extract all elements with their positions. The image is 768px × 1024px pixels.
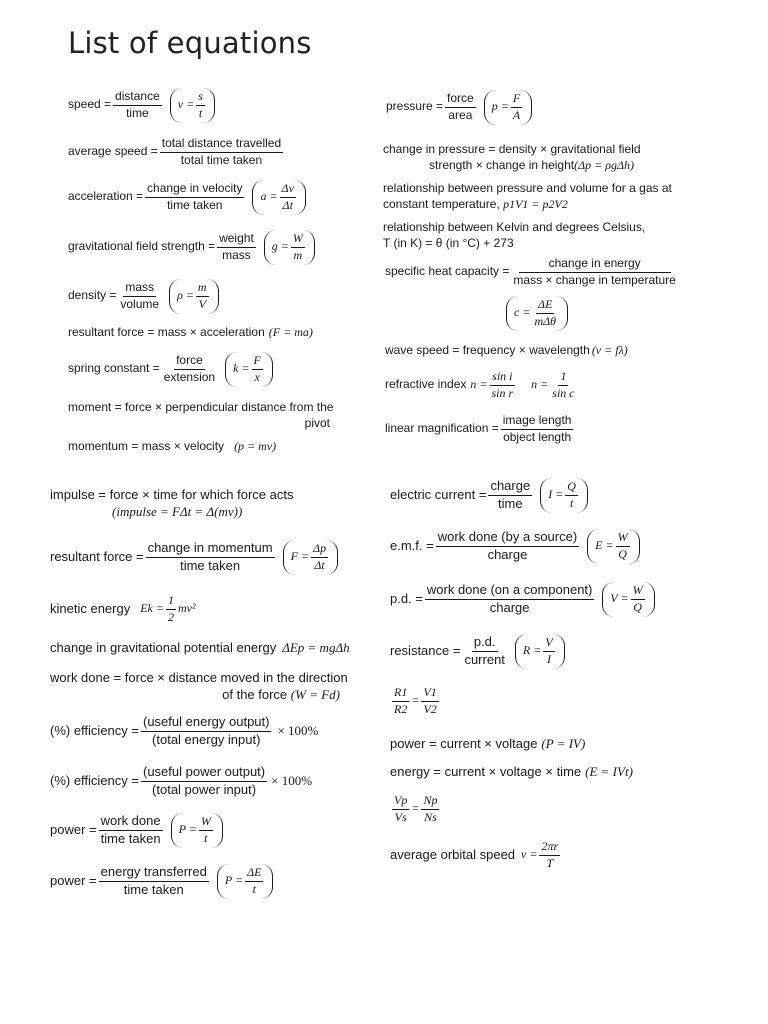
symbolic-form: ρ = $\frac{m}{V}$ bbox=[169, 279, 219, 314]
equation-resistor-ratio: $\frac{R1}{R2}$ = $\frac{V1}{V2}$ bbox=[394, 685, 437, 716]
equation-acceleration: acceleration = $\frac{\text{change in velocity}}{\text{time taken}}$ a = $\frac{\Delta v}{\Delta t}$ bbox=[68, 180, 306, 215]
fraction: $\frac{\text{work done (by a source)}}{\text{charge}}$ bbox=[437, 528, 578, 562]
symbolic-form: g = $\frac{W}{m}$ bbox=[264, 230, 315, 265]
equation-speed bbox=[68, 88, 215, 123]
equation-kelvin-celsius: relationship between Kelvin and degrees Celsius, T (in K) = θ (in °C) + 273 bbox=[383, 220, 646, 250]
equation-kinetic-energy: kinetic energy Ek = $\frac{1}{2}$ mv² bbox=[50, 593, 196, 624]
symbolic-form: I = $\frac{Q}{t}$ bbox=[540, 478, 588, 513]
symbolic-form: v = $\frac{s}{t}$ bbox=[170, 88, 215, 123]
fraction: $\frac{Np}{Ns}$ bbox=[423, 793, 438, 824]
equation-transformer: $\frac{Vp}{Vs}$ = $\frac{Np}{Ns}$ bbox=[394, 793, 438, 824]
fraction: $\frac{\text{force}}{\text{extension}}$ bbox=[163, 353, 216, 384]
fraction: $\frac{\text{work done}}{\text{time taken}}$ bbox=[100, 812, 161, 846]
fraction: $\frac{\text{(useful energy output)}}{\text{(total energy input)}}$ bbox=[143, 714, 270, 747]
equation-pressure: pressure = $\frac{\text{force}}{\text{area}}$ p = $\frac{F}{A}$ bbox=[386, 90, 532, 125]
equation-efficiency-power: (%) efficiency = $\frac{\text{(useful power output)}}{\text{(total power input)}}$ × 100% bbox=[50, 764, 313, 797]
equation-resultant-force-momentum: resultant force = $\frac{\text{change in momentum}}{\text{time taken}}$ F = $\frac{\Delta p}{\Delta t}$ bbox=[50, 540, 338, 575]
symbolic-form: R = $\frac{V}{I}$ bbox=[515, 634, 565, 669]
equation-electric-current: electric current = $\frac{\text{charge}}{\text{time}}$ I = $\frac{Q}{t}$ bbox=[390, 478, 588, 513]
equation-resultant-force: resultant force = mass × acceleration (F = ma) bbox=[68, 325, 313, 339]
equation-impulse: impulse = force × time for which force acts (impulse = FΔt = Δ(mv)) bbox=[50, 487, 294, 519]
equation-average-speed: average speed = $\frac{\text{total distance travelled}}{\text{total time taken}}$ bbox=[68, 136, 282, 167]
equation-spring-constant: spring constant = $\frac{\text{force}}{\text{extension}}$ k = $\frac{F}{x}$ bbox=[68, 352, 273, 387]
symbolic-form: a = $\frac{\Delta v}{\Delta t}$ bbox=[252, 180, 305, 215]
page-title: List of equations bbox=[68, 26, 312, 60]
symbolic-form: k = $\frac{F}{x}$ bbox=[225, 352, 273, 387]
fraction: $\frac{\text{weight}}{\text{mass}}$ bbox=[219, 231, 254, 262]
fraction: $\frac{\text{sin i}}{\text{sin r}}$ bbox=[491, 369, 514, 400]
fraction: $\frac{\text{change in momentum}}{\text{time taken}}$ bbox=[147, 539, 273, 573]
equation-orbital-speed: average orbital speed v = $\frac{2\pi r}{T}$ bbox=[390, 839, 559, 870]
equation-gravitational-field-strength: gravitational field strength = $\frac{\text{weight}}{\text{mass}}$ g = $\frac{W}{m}$ bbox=[68, 230, 315, 265]
equation-gas-law: relationship between pressure and volume for a gas at constant temperature, p1V1 = p2V2 bbox=[383, 181, 672, 211]
equation-resistance: resistance = $\frac{p.d.}{\text{current}}$ R = $\frac{V}{I}$ bbox=[390, 634, 565, 669]
symbolic-form: p = $\frac{F}{A}$ bbox=[484, 90, 532, 125]
fraction: $\frac{V1}{V2}$ bbox=[423, 685, 437, 716]
fraction: $\frac{\text{image length}}{\text{object length}}$ bbox=[502, 413, 572, 444]
fraction: $\frac{\text{(useful power output)}}{\text{(total power input)}}$ bbox=[143, 764, 266, 797]
equation-power-iv: power = current × voltage (P = IV) bbox=[390, 736, 586, 751]
fraction: $\frac{2\pi r}{T}$ bbox=[541, 839, 559, 870]
equation-wave-speed: wave speed = frequency × wavelength (v = fλ) bbox=[385, 343, 628, 357]
fraction: $\frac{\text{change in energy}}{\text{mass × change in temperature}}$ bbox=[513, 256, 676, 287]
fraction: $\frac{R1}{R2}$ bbox=[394, 685, 408, 716]
equation-power-energy: power = $\frac{\text{energy transferred}}{\text{time taken}}$ P = $\frac{\Delta E}{t}$ bbox=[50, 864, 273, 899]
equation-specific-heat-capacity: specific heat capacity = $\frac{\text{change in energy}}{\text{mass × change in temperature}}$ bbox=[385, 256, 676, 287]
equation-efficiency-energy: (%) efficiency = $\frac{\text{(useful energy output)}}{\text{(total energy input)}}$ × 100% bbox=[50, 714, 319, 747]
equation-pd: p.d. = $\frac{\text{work done (on a component)}}{\text{charge}}$ V = $\frac{W}{Q}$ bbox=[390, 582, 655, 617]
equation-power-work: power = $\frac{\text{work done}}{\text{time taken}}$ P = $\frac{W}{t}$ bbox=[50, 813, 223, 848]
equation-energy-ivt: energy = current × voltage × time (E = IVt) bbox=[390, 764, 633, 779]
symbolic-form: P = $\frac{\Delta E}{t}$ bbox=[217, 864, 274, 899]
equation-work-done: work done = force × distance moved in the direction of the force (W = Fd) bbox=[50, 670, 348, 702]
fraction: $\frac{1}{\text{sin c}}$ bbox=[552, 369, 575, 400]
eq-lhs: speed = bbox=[68, 97, 112, 112]
equation-emf: e.m.f. = $\frac{\text{work done (by a source)}}{\text{charge}}$ E = $\frac{W}{Q}$ bbox=[390, 529, 640, 564]
fraction: $\frac{\text{charge}}{\text{time}}$ bbox=[490, 477, 531, 511]
symbolic-form: P = $\frac{W}{t}$ bbox=[171, 813, 223, 848]
symbolic-form: c = $\frac{\Delta E}{\text{mΔθ}}$ bbox=[506, 296, 568, 331]
equation-refractive-index: refractive index n = $\frac{\text{sin i}}{\text{sin r}}$ n = $\frac{1}{\text{sin c}}$ bbox=[385, 369, 575, 400]
fraction: $\frac{\text{total distance travelled}}{\text{total time taken}}$ bbox=[161, 136, 282, 167]
fraction: $\frac{\text{energy transferred}}{\text{time taken}}$ bbox=[100, 863, 207, 897]
equation-linear-magnification: linear magnification = $\frac{\text{image length}}{\text{object length}}$ bbox=[385, 413, 572, 444]
fraction: $\frac{\text{change in velocity}}{\text{time taken}}$ bbox=[147, 181, 243, 212]
fraction: $\frac{1}{2}$ bbox=[167, 593, 174, 624]
fraction: $\frac{\text{work done (on a component)}}{\text{charge}}$ bbox=[426, 581, 593, 615]
symbolic-form: F = $\frac{\Delta p}{\Delta t}$ bbox=[283, 540, 338, 575]
fraction: $\frac{\text{distance}}{\text{time}}$ bbox=[115, 89, 160, 120]
equation-momentum: momentum = mass × velocity (p = mv) bbox=[68, 439, 277, 453]
equation-shc-symbolic bbox=[500, 296, 568, 331]
equation-moment: moment = force × perpendicular distance from the pivot bbox=[68, 400, 334, 430]
fraction: $\frac{\text{force}}{\text{area}}$ bbox=[447, 91, 474, 122]
equation-density: density = $\frac{\text{mass}}{\text{volume}}$ ρ = $\frac{m}{V}$ bbox=[68, 279, 219, 314]
equation-change-in-pressure: change in pressure = density × gravitational field strength × change in height(Δp = ρgΔh) bbox=[383, 142, 641, 172]
symbolic-form: E = $\frac{W}{Q}$ bbox=[587, 529, 639, 564]
equation-gpe: change in gravitational potential energy ΔEp = mgΔh bbox=[50, 640, 350, 655]
fraction: $\frac{Vp}{Vs}$ bbox=[394, 793, 408, 824]
fraction: $\frac{\text{mass}}{\text{volume}}$ bbox=[120, 280, 160, 311]
fraction: $\frac{p.d.}{\text{current}}$ bbox=[464, 633, 505, 667]
symbolic-form: V = $\frac{W}{Q}$ bbox=[602, 582, 654, 617]
